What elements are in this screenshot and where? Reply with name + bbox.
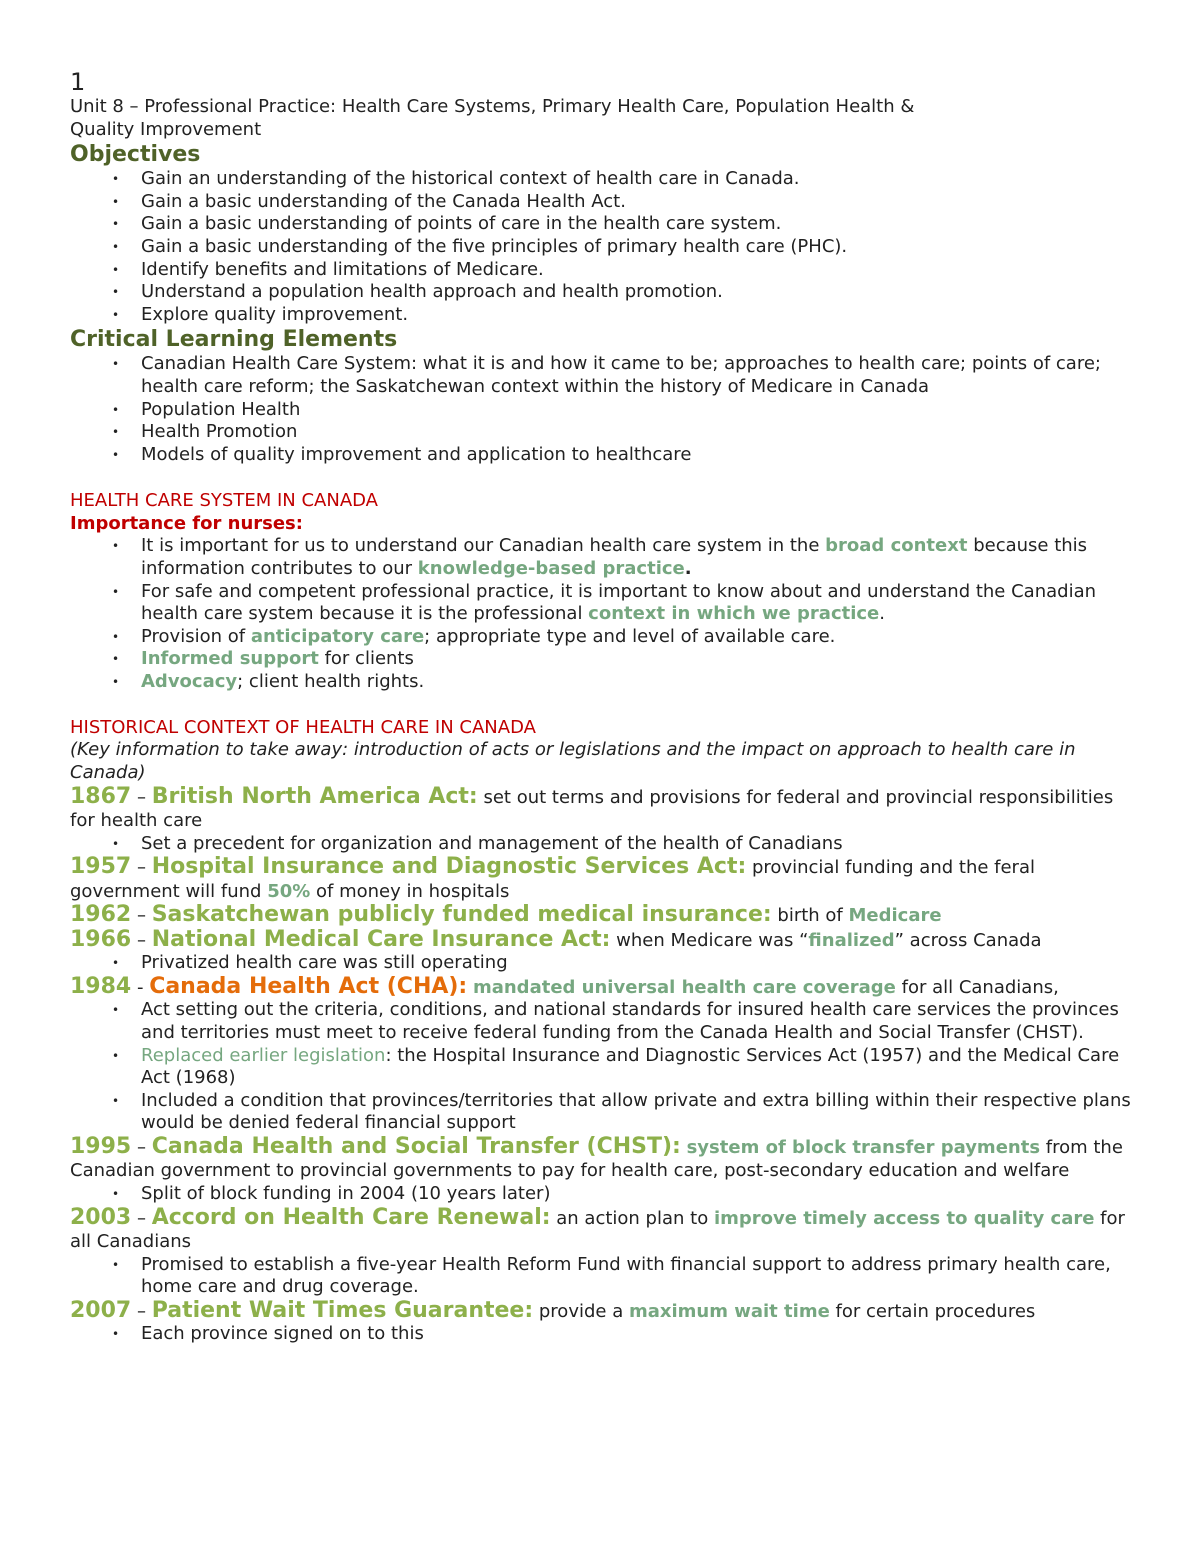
list-item: • For safe and competent professional practice, it is important to know about and understand the Canadian health care system because it is the professional context in which we practice. <box>70 581 1140 626</box>
event-2007: 2007 – Patient Wait Times Guarantee: provide a maximum wait time for certain procedures <box>70 1297 1036 1323</box>
event-1984: 1984 - Canada Health Act (CHA): mandated universal health care coverage for all Canadians, <box>70 973 1059 999</box>
list-item: • Replaced earlier legislation: the Hospital Insurance and Diagnostic Services Act (1957) and the Medical Care Act (1968) <box>70 1045 1140 1090</box>
event-2007-list <box>70 1323 1140 1346</box>
event-1984-list <box>70 999 1140 1135</box>
event-1966-list <box>70 952 1140 975</box>
objectives-list <box>70 168 1140 326</box>
page-number: 1 <box>70 68 86 96</box>
event-1966: 1966 – National Medical Care Insurance Act: when Medicare was “finalized” across Canada <box>70 926 1042 952</box>
list-item: • Gain an understanding of the historical context of health care in Canada. <box>70 168 1140 191</box>
list-item: • Gain a basic understanding of the five principles of primary health care (PHC). <box>70 236 1140 259</box>
list-item: • Each province signed on to this <box>70 1323 1140 1346</box>
event-2003: 2003 – Accord on Health Care Renewal: an action plan to improve timely access to quality care for all Canadians <box>70 1204 1125 1252</box>
section-heading-health-care-system: HEALTH CARE SYSTEM IN CANADA <box>70 490 378 512</box>
list-item: • Canadian Health Care System: what it is and how it came to be; approaches to health care; points of care; health care reform; the Saskatchewan context within the history of Medicare in Canada <box>70 353 1140 398</box>
list-item: • Privatized health care was still operating <box>70 952 1140 975</box>
list-item: • Population Health <box>70 399 1140 422</box>
event-1995: 1995 – Canada Health and Social Transfer (CHST): system of block transfer payments from the Canadian government to provincial governments to pay for health care, post-secondary education and welfare <box>70 1133 1123 1182</box>
list-item: • It is important for us to understand our Canadian health care system in the broad context because this information contributes to our knowledge-based practice. <box>70 535 1140 580</box>
list-item: • Act setting out the criteria, conditions, and national standards for insured health care services the provinces and territories must meet to receive federal funding from the Canada Health and Social Transfer (CHST). <box>70 999 1140 1044</box>
list-item: • Models of quality improvement and application to healthcare <box>70 444 1140 467</box>
list-item: • Identify benefits and limitations of Medicare. <box>70 259 1140 282</box>
list-item: • Split of block funding in 2004 (10 years later) <box>70 1183 1140 1206</box>
event-2003-list <box>70 1254 1140 1299</box>
list-item: • Explore quality improvement. <box>70 304 1140 327</box>
list-item: • Provision of anticipatory care; appropriate type and level of available care. <box>70 626 1140 649</box>
subheading-importance: Importance for nurses: <box>70 513 303 535</box>
section-heading-historical-context: HISTORICAL CONTEXT OF HEALTH CARE IN CANADA <box>70 717 536 739</box>
key-info-note: (Key information to take away: introduction of acts or legislations and the impact on approach to health care in Canada) <box>70 739 1076 784</box>
critical-heading: Critical Learning Elements <box>70 327 398 353</box>
critical-list <box>70 353 1140 466</box>
list-item: • Informed support for clients <box>70 648 1140 671</box>
event-1962: 1962 – Saskatchewan publicly funded medical insurance: birth of Medicare <box>70 902 942 928</box>
list-item: • Gain a basic understanding of the Canada Health Act. <box>70 191 1140 214</box>
list-item: • Gain a basic understanding of points of care in the health care system. <box>70 213 1140 236</box>
unit-title-line1: Unit 8 – Professional Practice: Health Care Systems, Primary Health Care, Population Health & <box>70 96 915 117</box>
event-1957: 1957 – Hospital Insurance and Diagnostic Services Act: provincial funding and the feral government will fund 50% of money in hospitals <box>70 854 1035 902</box>
list-item: • Set a precedent for organization and management of the health of Canadians <box>70 833 1140 856</box>
list-item: • Promised to establish a five-year Health Reform Fund with financial support to address primary health care, home care and drug coverage. <box>70 1254 1140 1299</box>
list-item: • Included a condition that provinces/territories that allow private and extra billing within their respective plans would be denied federal financial support <box>70 1090 1140 1135</box>
list-item: • Advocacy; client health rights. <box>70 671 1140 694</box>
importance-list <box>70 535 1140 693</box>
event-1995-list <box>70 1183 1140 1206</box>
unit-title-line2: Quality Improvement <box>70 118 262 140</box>
list-item: • Understand a population health approach and health promotion. <box>70 281 1140 304</box>
event-1867-list <box>70 833 1140 856</box>
event-1867: 1867 – British North America Act: set out terms and provisions for federal and provincial responsibilities for health care <box>70 783 1114 832</box>
document-page <box>70 68 1140 1346</box>
list-item: • Health Promotion <box>70 421 1140 444</box>
objectives-heading: Objectives <box>70 142 201 168</box>
